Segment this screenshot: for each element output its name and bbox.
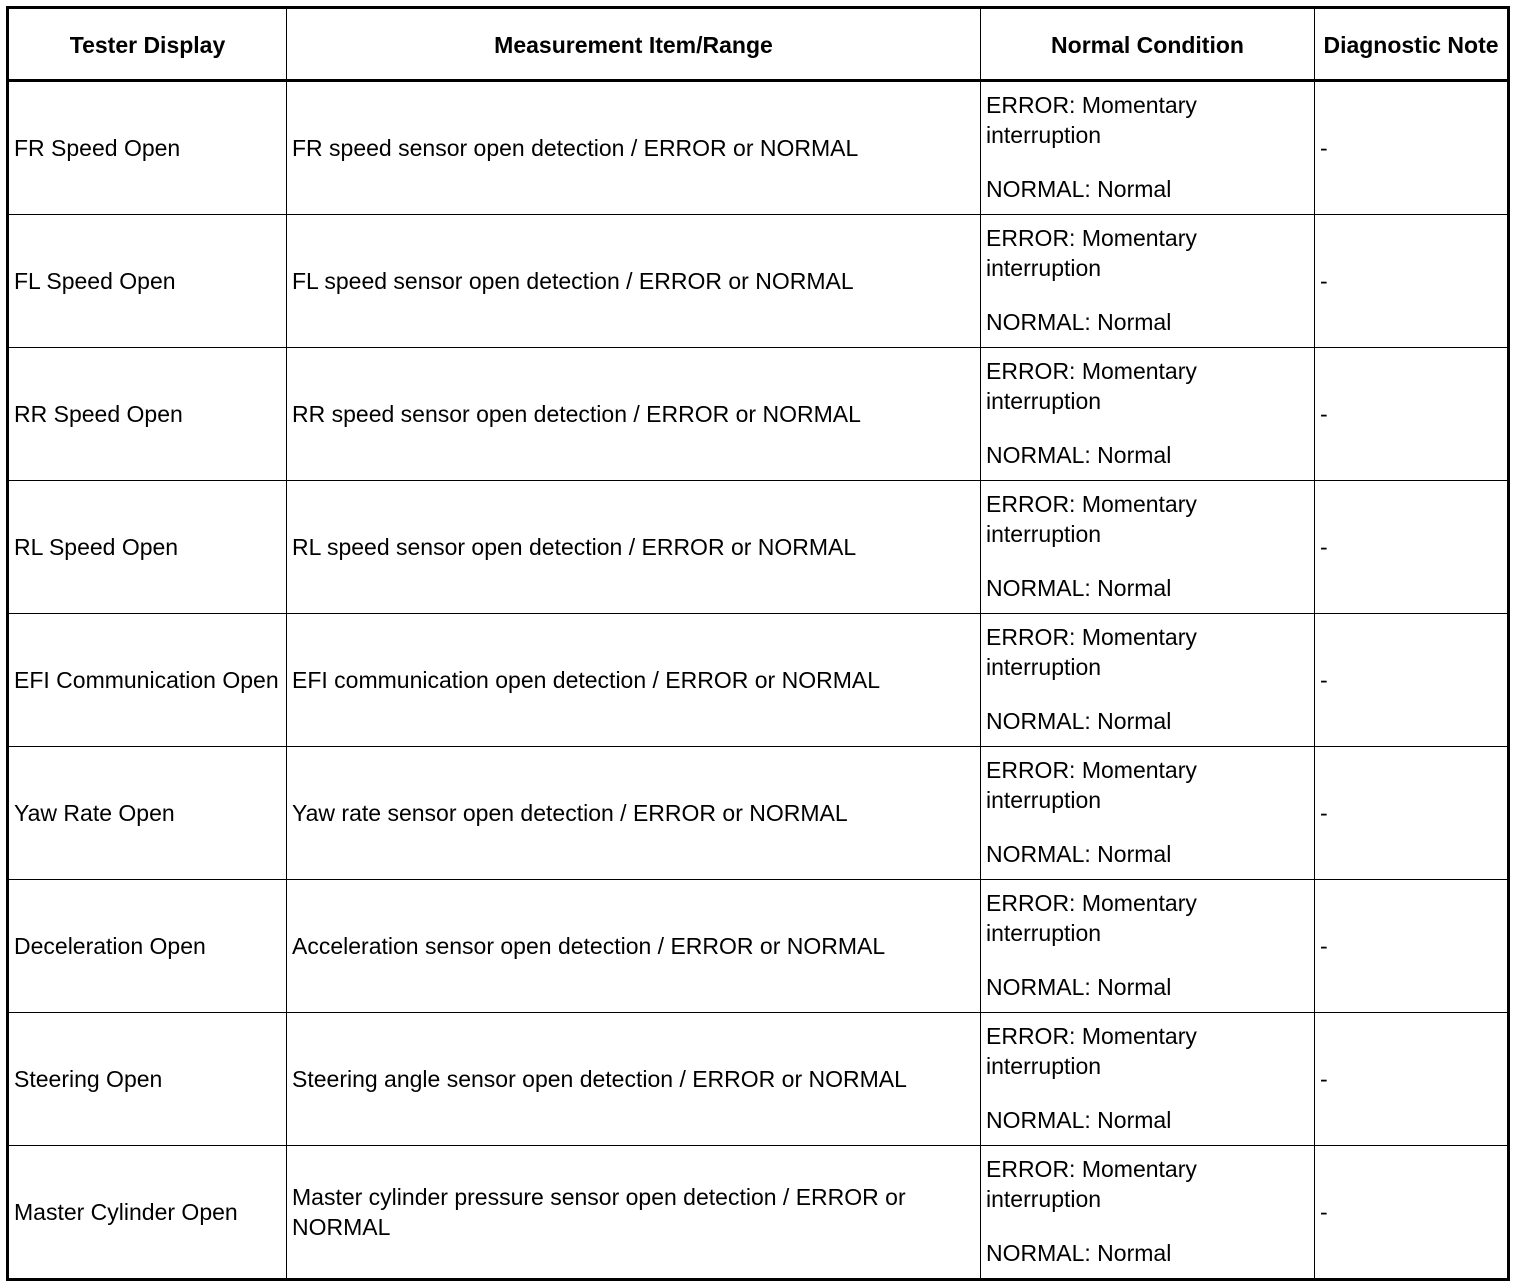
diagnostic-note-cell: - (1315, 215, 1509, 348)
header-measurement-item: Measurement Item/Range (287, 8, 981, 81)
table-row (8, 1013, 1509, 1146)
measurement-cell: Steering angle sensor open detection / ERROR or NORMAL (287, 1013, 981, 1146)
error-condition-text: ERROR: Momentary interruption (986, 757, 1197, 813)
normal-condition-text: NORMAL: Normal (986, 176, 1172, 202)
error-condition-text: ERROR: Momentary interruption (986, 491, 1197, 547)
error-condition-text: ERROR: Momentary interruption (986, 1156, 1197, 1212)
normal-condition-cell (981, 880, 1315, 1013)
error-condition-text: ERROR: Momentary interruption (986, 358, 1197, 414)
normal-condition-cell (981, 747, 1315, 880)
header-normal-condition: Normal Condition (981, 8, 1315, 81)
normal-condition-cell (981, 81, 1315, 215)
measurement-cell: RR speed sensor open detection / ERROR or NORMAL (287, 348, 981, 481)
normal-condition-text: NORMAL: Normal (986, 974, 1172, 1000)
measurement-cell: EFI communication open detection / ERROR or NORMAL (287, 614, 981, 747)
table-row (8, 215, 1509, 348)
header-tester-display: Tester Display (8, 8, 287, 81)
normal-condition-cell (981, 215, 1315, 348)
header-diagnostic-note: Diagnostic Note (1315, 8, 1509, 81)
tester-display-cell: Deceleration Open (8, 880, 287, 1013)
tester-display-cell: FL Speed Open (8, 215, 287, 348)
table-row (8, 747, 1509, 880)
measurement-cell: Master cylinder pressure sensor open detection / ERROR or NORMAL (287, 1146, 981, 1280)
normal-condition-text: NORMAL: Normal (986, 575, 1172, 601)
normal-condition-cell (981, 1013, 1315, 1146)
normal-condition-cell (981, 348, 1315, 481)
diagnostic-note-cell: - (1315, 1146, 1509, 1280)
tester-display-cell: RL Speed Open (8, 481, 287, 614)
normal-condition-text: NORMAL: Normal (986, 1240, 1172, 1266)
measurement-cell: FL speed sensor open detection / ERROR or NORMAL (287, 215, 981, 348)
table-row (8, 614, 1509, 747)
measurement-cell: RL speed sensor open detection / ERROR or NORMAL (287, 481, 981, 614)
measurement-cell: FR speed sensor open detection / ERROR or NORMAL (287, 81, 981, 215)
table-row (8, 1146, 1509, 1280)
diagnostic-note-cell: - (1315, 348, 1509, 481)
normal-condition-cell (981, 1146, 1315, 1280)
error-condition-text: ERROR: Momentary interruption (986, 1023, 1197, 1079)
normal-condition-cell (981, 614, 1315, 747)
diagnostic-note-cell: - (1315, 614, 1509, 747)
table-row (8, 81, 1509, 215)
diagnostic-note-cell: - (1315, 81, 1509, 215)
normal-condition-text: NORMAL: Normal (986, 442, 1172, 468)
diagnostic-note-cell: - (1315, 880, 1509, 1013)
measurement-cell: Acceleration sensor open detection / ERROR or NORMAL (287, 880, 981, 1013)
normal-condition-text: NORMAL: Normal (986, 1107, 1172, 1133)
error-condition-text: ERROR: Momentary interruption (986, 890, 1197, 946)
error-condition-text: ERROR: Momentary interruption (986, 225, 1197, 281)
normal-condition-text: NORMAL: Normal (986, 841, 1172, 867)
tester-display-cell: RR Speed Open (8, 348, 287, 481)
tester-display-cell: Master Cylinder Open (8, 1146, 287, 1280)
normal-condition-text: NORMAL: Normal (986, 708, 1172, 734)
normal-condition-text: NORMAL: Normal (986, 309, 1172, 335)
normal-condition-cell (981, 481, 1315, 614)
tester-display-cell: Steering Open (8, 1013, 287, 1146)
diagnostic-note-cell: - (1315, 481, 1509, 614)
tester-display-cell: FR Speed Open (8, 81, 287, 215)
table-row (8, 880, 1509, 1013)
tester-display-cell: EFI Communication Open (8, 614, 287, 747)
diagnostic-table (6, 6, 1510, 1281)
table-row (8, 348, 1509, 481)
diagnostic-note-cell: - (1315, 747, 1509, 880)
tester-display-cell: Yaw Rate Open (8, 747, 287, 880)
measurement-cell: Yaw rate sensor open detection / ERROR or NORMAL (287, 747, 981, 880)
table-row (8, 481, 1509, 614)
error-condition-text: ERROR: Momentary interruption (986, 92, 1197, 148)
error-condition-text: ERROR: Momentary interruption (986, 624, 1197, 680)
table-header-row (8, 8, 1509, 81)
diagnostic-note-cell: - (1315, 1013, 1509, 1146)
